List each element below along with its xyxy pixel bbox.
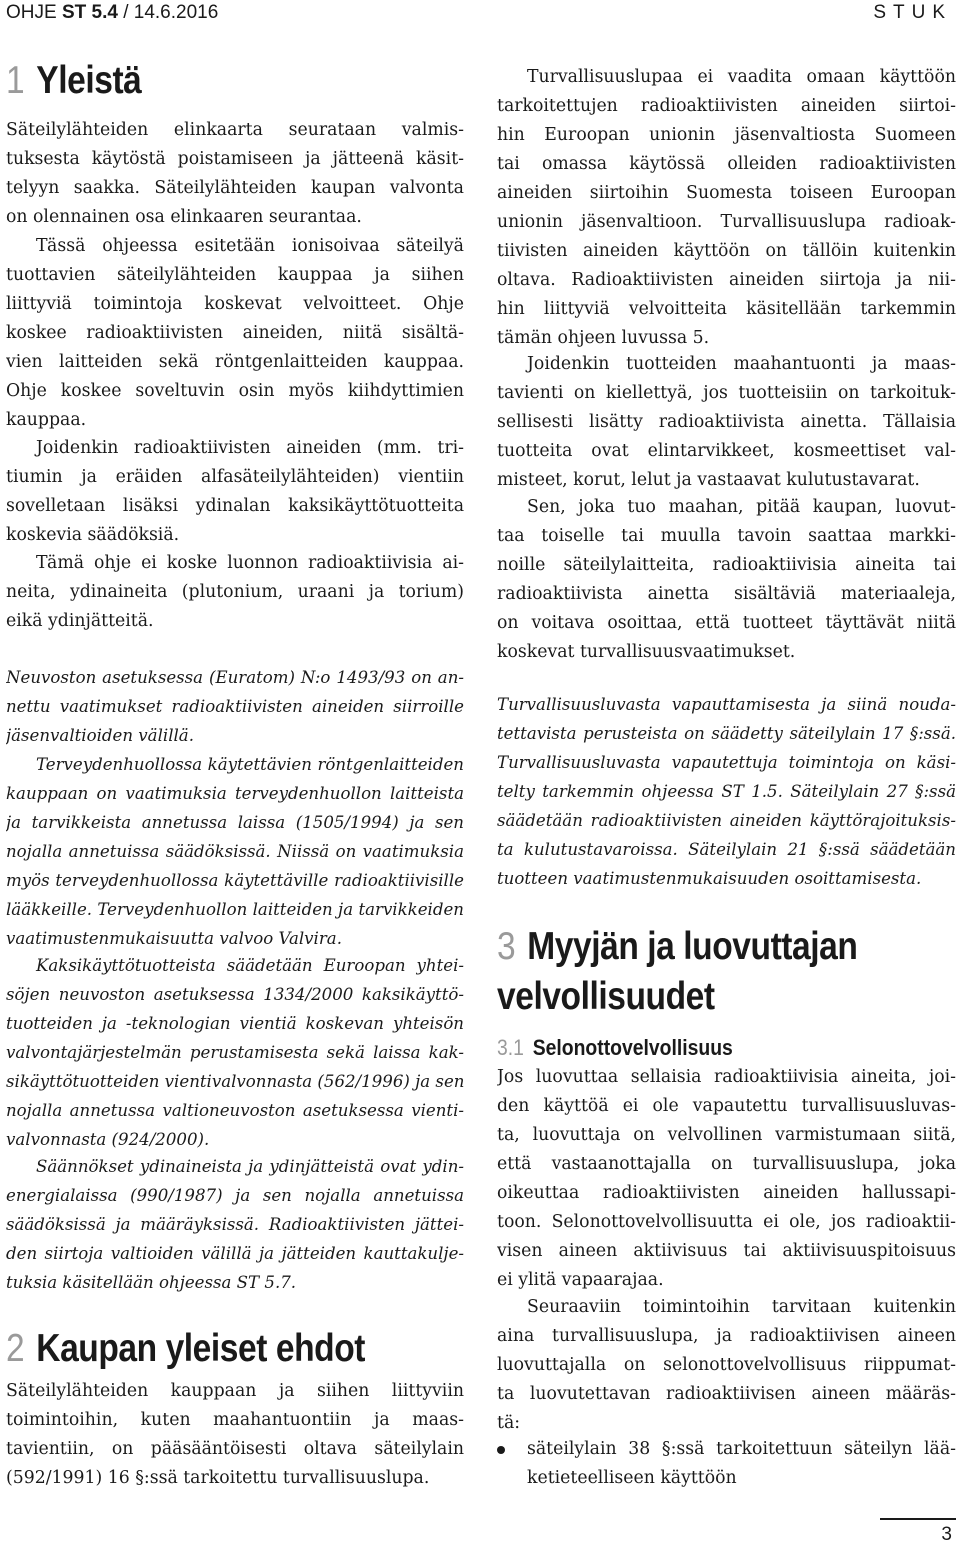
sec3-paragraph-1: [497, 1063, 956, 1295]
text-line: valvonnasta (924/2000).: [6, 1130, 210, 1149]
text-line: koskevia säädöksiä.: [6, 525, 180, 545]
text-line: tavienti on kiellettyä, jos tuotteisiin on tarkoituk-: [497, 383, 956, 403]
text-line: tai omassa käytössä olleiden radioaktiivisten: [497, 154, 956, 174]
text-line: tuksia käsitellään ohjeessa ST 5.7.: [6, 1273, 297, 1292]
text-line: luovuttajalla on selonottovelvollisuus riippumat-: [497, 1355, 956, 1375]
text-line: liittyviä toimintoja koskevat velvoitteet. Ohje: [6, 294, 464, 314]
text-line: tuksesta käytöstä poistamiseen ja jätteenä käsit-: [6, 149, 464, 169]
sec2-paragraph-3: [497, 350, 956, 495]
sec1-paragraph-4: [6, 549, 464, 636]
text-line: den siirtoja valtioiden välillä ja jätteiden kauttakulje-: [6, 1244, 464, 1263]
text-line: vaatimustenmukaisuutta valvoo Valvira.: [6, 929, 342, 948]
text-line: Tämä ohje ei koske luonnon radioaktiivisia ai-: [36, 553, 464, 573]
text-line: aina turvallisuuslupa, ja radioaktiivisen aineen: [497, 1326, 956, 1346]
text-line: noille säteilylaitteita, radioaktiivisia aineita tai: [497, 555, 956, 575]
section-1-heading: 1 Yleistä: [6, 59, 142, 102]
text-line: den käyttöä ei ole vapautettu turvallisuusluvas-: [497, 1096, 956, 1116]
text-line: Sen, joka tuo maahan, pitää kaupan, luovut-: [527, 497, 956, 517]
text-line: Seuraaviin toimintoihin tarvitaan kuitenkin: [527, 1297, 956, 1317]
text-line: Säännökset ydinaineista ja ydinjätteistä ovat ydin-: [36, 1157, 464, 1176]
footer-rule: [880, 1518, 956, 1520]
text-line: oikeuttaa radioaktiivisten aineiden hallussapi-: [497, 1183, 956, 1203]
text-line: Jos luovuttaa sellaisia radioaktiivisia aineita, joi-: [497, 1067, 956, 1087]
subsection-3-1-heading: 3.1 Selonottovelvollisuus: [497, 1035, 733, 1060]
text-line: myös terveydenhuollossa käytettäville radioaktiivisille: [6, 871, 464, 890]
page-number: 3: [941, 1524, 952, 1545]
sec1-note-2: [6, 750, 464, 953]
text-line: tämän ohjeen luvussa 5.: [497, 328, 710, 348]
text-line: eikä ydinjätteitä.: [6, 611, 154, 631]
text-line: (592/1991) 16 §:ssä tarkoitettu turvallisuuslupa.: [6, 1468, 430, 1488]
sec1-note-4: [6, 1152, 464, 1297]
text-line: oltava. Radioaktiivisten aineiden siirtoja ja nii-: [497, 270, 956, 290]
text-line: aineiden siirtoihin Suomesta toiseen Euroopan: [497, 183, 956, 203]
section-2-heading: 2 Kaupan yleiset ehdot: [6, 1327, 366, 1370]
text-line: Terveydenhuollossa käytettävien röntgenlaitteiden: [36, 755, 464, 774]
text-line: tä:: [497, 1413, 521, 1433]
text-line: tiivisten aineiden käyttöön on tällöin kuitenkin: [497, 241, 956, 261]
text-line: Kaksikäyttötuotteista säädetään Euroopan yhtei-: [36, 956, 464, 975]
text-line: ketieteelliseen käyttöön: [527, 1468, 737, 1488]
sec1-paragraph-2: [6, 232, 464, 435]
text-line: toimintoihin, kuten maahantuontiin ja maas-: [6, 1410, 464, 1430]
text-line: Tässä ohjeessa esitetään ionisoivaa säteilyä: [36, 236, 464, 256]
text-line: unionin jäsenvaltioon. Turvallisuuslupa radioak-: [497, 212, 956, 232]
sec1-note-1: [6, 663, 464, 750]
text-line: Ohje koskee soveltuvin osin myös kiihdyttimien: [6, 381, 464, 401]
text-line: kauppaa.: [6, 410, 87, 430]
text-line: koskevat turvallisuusvaatimukset.: [497, 642, 796, 662]
text-line: visen aineen aktiivisuus tai aktiivisuuspitoisuus: [497, 1241, 956, 1261]
text-line: lääkkeille. Terveydenhuollon laitteiden ja tarvikkeiden: [6, 900, 464, 919]
text-line: nettu vaatimukset radioaktiivisten aineiden siirroille: [6, 697, 464, 716]
text-line: Turvallisuuslupaa ei vaadita omaan käyttöön: [527, 67, 956, 87]
text-line: sikäyttötuotteiden vientivalvonnasta (562/1996) ja sen: [6, 1072, 464, 1091]
text-line: ta, luovuttaja on velvollinen varmistumaan siitä,: [497, 1125, 956, 1145]
text-line: valvontajärjestelmän perustamisesta sekä laissa kak-: [6, 1043, 464, 1062]
text-line: hin liittyviä velvoitteita käsitellään tarkemmin: [497, 299, 956, 319]
sec2-paragraph-1: [6, 1377, 464, 1493]
sec1-paragraph-3: [6, 434, 464, 550]
text-line: toon. Selonottovelvollisuutta ei ole, jos radioaktii-: [497, 1212, 956, 1232]
text-line: Joidenkin radioaktiivisten aineiden (mm. tri-: [36, 438, 464, 458]
text-line: sovelletaan lisäksi ydinalan kaksikäyttötuotteita: [6, 496, 464, 516]
text-line: hin Euroopan unionin jäsenvaltiosta Suomeen: [497, 125, 956, 145]
text-line: tuotteita ovat elintarvikkeet, kosmeettiset val-: [497, 441, 956, 461]
text-line: tiumin ja eräiden alfasäteilylähteiden) vientiin: [6, 467, 464, 487]
text-line: vien laitteiden sekä röntgenlaitteiden kauppaa.: [6, 352, 464, 372]
document-code: OHJE ST 5.4 / 14.6.2016: [6, 2, 219, 23]
text-line: energialaissa (990/1987) ja sen nojalla annetuissa: [6, 1186, 464, 1205]
sec2-paragraph-2: [497, 63, 956, 353]
text-line: tarkoitettujen radioaktiivisten aineiden siirtoi-: [497, 96, 956, 116]
text-line: ta kulutustavaroissa. Säteilylain 21 §:ssä säädetään: [497, 840, 956, 859]
sec2-paragraph-4: [497, 493, 956, 667]
text-line: Turvallisuusluvasta vapauttamisesta ja siinä nouda-: [497, 695, 956, 714]
text-line: tavientiin, on pääsääntöisesti oltava säteilylain: [6, 1439, 464, 1459]
sec1-note-3: [6, 951, 464, 1154]
text-line: misteet, korut, lelut ja vastaavat kulutustavarat.: [497, 470, 920, 490]
text-line: ja tarvikkeista annetussa laissa (1505/1994) ja sen: [6, 813, 464, 832]
text-line: jäsenvaltioiden välillä.: [6, 726, 194, 745]
text-line: on olennainen osa elinkaaren seurantaa.: [6, 207, 362, 227]
text-line: ta luovutettavan radioaktiivisen aineen määräs-: [497, 1384, 956, 1404]
text-line: säädöksissä ja määräyksissä. Radioaktiivisten jättei-: [6, 1215, 464, 1234]
sec2-note-1: [497, 690, 956, 893]
text-line: säädetään radioaktiivisten aineiden käyttörajoituksis-: [497, 811, 956, 830]
text-line: söjen neuvoston asetuksessa 1334/2000 kaksikäyttö-: [6, 985, 464, 1004]
text-line: sellisesti lisätty radioaktiivista ainetta. Tällaisia: [497, 412, 956, 432]
text-line: että vastaanottajalla on turvallisuuslupa, joka: [497, 1154, 956, 1174]
organization-name: STUK: [873, 2, 952, 23]
text-line: koskee radioaktiivisten aineiden, niitä sisältä-: [6, 323, 464, 343]
text-line: kauppaan on vaatimuksia terveydenhuollon laitteista: [6, 784, 464, 803]
section-3-heading-line-2: velvollisuudet: [497, 975, 715, 1018]
text-line: radioaktiivista ainetta sisältäviä materiaaleja,: [497, 584, 956, 604]
text-line: säteilylain 38 §:ssä tarkoitettuun säteilyn lää-: [527, 1439, 956, 1459]
sec1-paragraph-1: [6, 116, 464, 232]
text-line: Säteilylähteiden kauppaan ja siihen liittyviin: [6, 1381, 464, 1401]
bullet-text: [527, 1435, 956, 1493]
sec3-paragraph-2: [497, 1293, 956, 1438]
text-line: Turvallisuusluvasta vapautettuja toimintoja on käsi-: [497, 753, 956, 772]
text-line: telty tarkemmin ohjeessa ST 1.5. Säteilylain 27 §:ssä: [497, 782, 956, 801]
text-line: telyyn saakka. Säteilylähteiden kaupan valvonta: [6, 178, 464, 198]
text-line: tuottavien säteilylähteiden kauppaa ja siihen: [6, 265, 464, 285]
text-line: taa toiselle tai muulla tavoin saattaa markki-: [497, 526, 956, 546]
text-line: tuotteiden ja -teknologian vientiä koskevan yhteisön: [6, 1014, 464, 1033]
bullet-icon: [497, 1446, 505, 1454]
text-line: ei ylitä vapaarajaa.: [497, 1270, 664, 1290]
text-line: Säteilylähteiden elinkaarta seurataan valmis-: [6, 120, 464, 140]
text-line: on voitava osoittaa, että tuotteet täyttävät niitä: [497, 613, 956, 633]
text-line: nojalla annetussa valtioneuvoston asetuksessa vienti-: [6, 1101, 464, 1120]
section-3-heading-line-1: 3 Myyjän ja luovuttajan: [497, 925, 858, 968]
text-line: tuotteen vaatimustenmukaisuuden osoittamisesta.: [497, 869, 922, 888]
text-line: tettavista perusteista on säädetty säteilylain 17 §:ssä.: [497, 724, 956, 743]
text-line: Neuvoston asetuksessa (Euratom) N:o 1493/93 on an-: [6, 668, 464, 687]
text-line: nojalla annetuissa säädöksissä. Niissä on vaatimuksia: [6, 842, 464, 861]
text-line: neita, ydinaineita (plutonium, uraani ja torium): [6, 582, 464, 602]
text-line: Joidenkin tuotteiden maahantuonti ja maas-: [527, 354, 956, 374]
